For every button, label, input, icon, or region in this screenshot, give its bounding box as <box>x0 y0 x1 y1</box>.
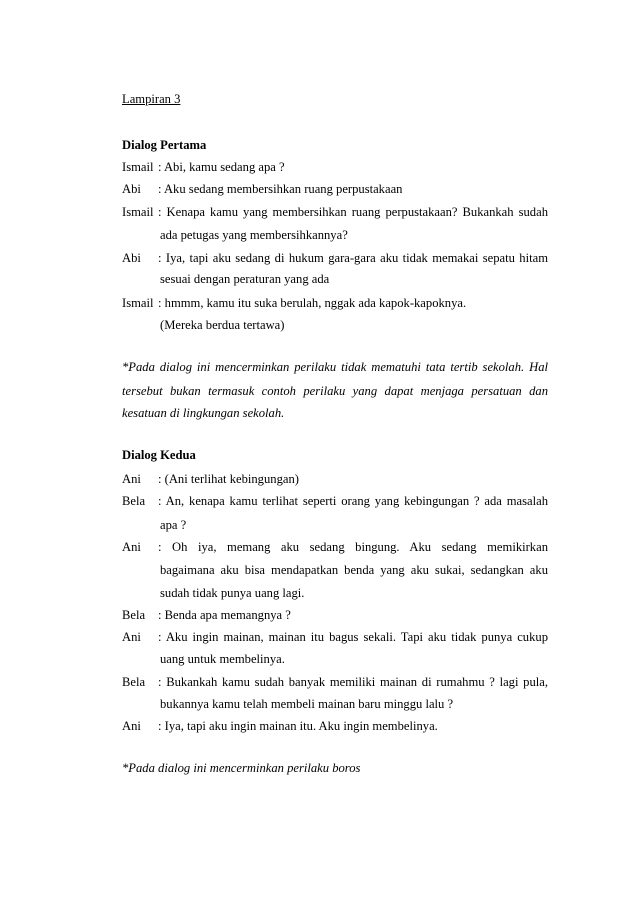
dialog-speaker: Abi <box>122 251 141 265</box>
dialog-text: : An, kenapa kamu terlihat seperti orang yang kebingungan ? ada masalah <box>158 494 548 508</box>
dialog-speaker: Bela <box>122 675 146 689</box>
dialog-text: : Oh iya, memang aku sedang bingung. Aku sedang memikirkan <box>158 540 548 554</box>
appendix-heading: Lampiran 3 <box>122 92 181 106</box>
dialog2-note: *Pada dialog ini mencerminkan perilaku boros <box>122 761 361 775</box>
dialog-speaker: Bela <box>122 608 146 622</box>
dialog-text: : Aku ingin mainan, mainan itu bagus sekali. Tapi aku tidak punya cukup <box>158 630 548 644</box>
dialog2-title: Dialog Kedua <box>122 448 196 462</box>
dialog-speaker: Ismail <box>122 205 154 219</box>
dialog-text: : Kenapa kamu yang membersihkan ruang perpustakaan? Bukankah sudah <box>158 205 548 219</box>
dialog-text: : (Ani terlihat kebingungan) <box>158 472 299 486</box>
dialog-speaker: Abi <box>122 182 141 196</box>
dialog-speaker: Ani <box>122 630 141 644</box>
dialog-text-continued: sudah tidak punya uang lagi. <box>160 586 305 600</box>
dialog1-title: Dialog Pertama <box>122 138 207 152</box>
dialog-speaker: Ani <box>122 719 141 733</box>
dialog-text-continued: bukannya kamu telah membeli mainan baru minggu lalu ? <box>160 697 454 711</box>
dialog-text: : Aku sedang membersihkan ruang perpustakaan <box>158 182 403 196</box>
dialog1-note-line: *Pada dialog ini mencerminkan perilaku tidak mematuhi tata tertib sekolah. Hal <box>122 360 548 374</box>
dialog-text-continued: sesuai dengan peraturan yang ada <box>160 272 330 286</box>
dialog-text-continued: (Mereka berdua tertawa) <box>160 318 285 332</box>
dialog-text: : Iya, tapi aku sedang di hukum gara-gara aku tidak memakai sepatu hitam <box>158 251 548 265</box>
dialog-text: : Iya, tapi aku ingin mainan itu. Aku ingin membelinya. <box>158 719 438 733</box>
dialog-speaker: Ani <box>122 540 141 554</box>
dialog-text-continued: uang untuk membelinya. <box>160 652 285 666</box>
dialog-text: : Bukankah kamu sudah banyak memiliki mainan di rumahmu ? lagi pula, <box>158 675 548 689</box>
dialog1-note-line: kesatuan di lingkungan sekolah. <box>122 406 285 420</box>
dialog-text-continued: ada petugas yang membersihkannya? <box>160 228 348 242</box>
dialog-speaker: Bela <box>122 494 146 508</box>
dialog-speaker: Ismail <box>122 296 154 310</box>
dialog-text-continued: apa ? <box>160 518 187 532</box>
dialog-speaker: Ismail <box>122 160 154 174</box>
dialog-text: : Abi, kamu sedang apa ? <box>158 160 285 174</box>
dialog-speaker: Ani <box>122 472 141 486</box>
dialog-text: : hmmm, kamu itu suka berulah, nggak ada kapok-kapoknya. <box>158 296 467 310</box>
dialog-text-continued: bagaimana aku bisa mendapatkan benda yang aku sukai, sedangkan aku <box>160 563 548 577</box>
dialog-text: : Benda apa memangnya ? <box>158 608 291 622</box>
dialog1-note-line: tersebut bukan termasuk contoh perilaku yang dapat menjaga persatuan dan <box>122 384 548 398</box>
